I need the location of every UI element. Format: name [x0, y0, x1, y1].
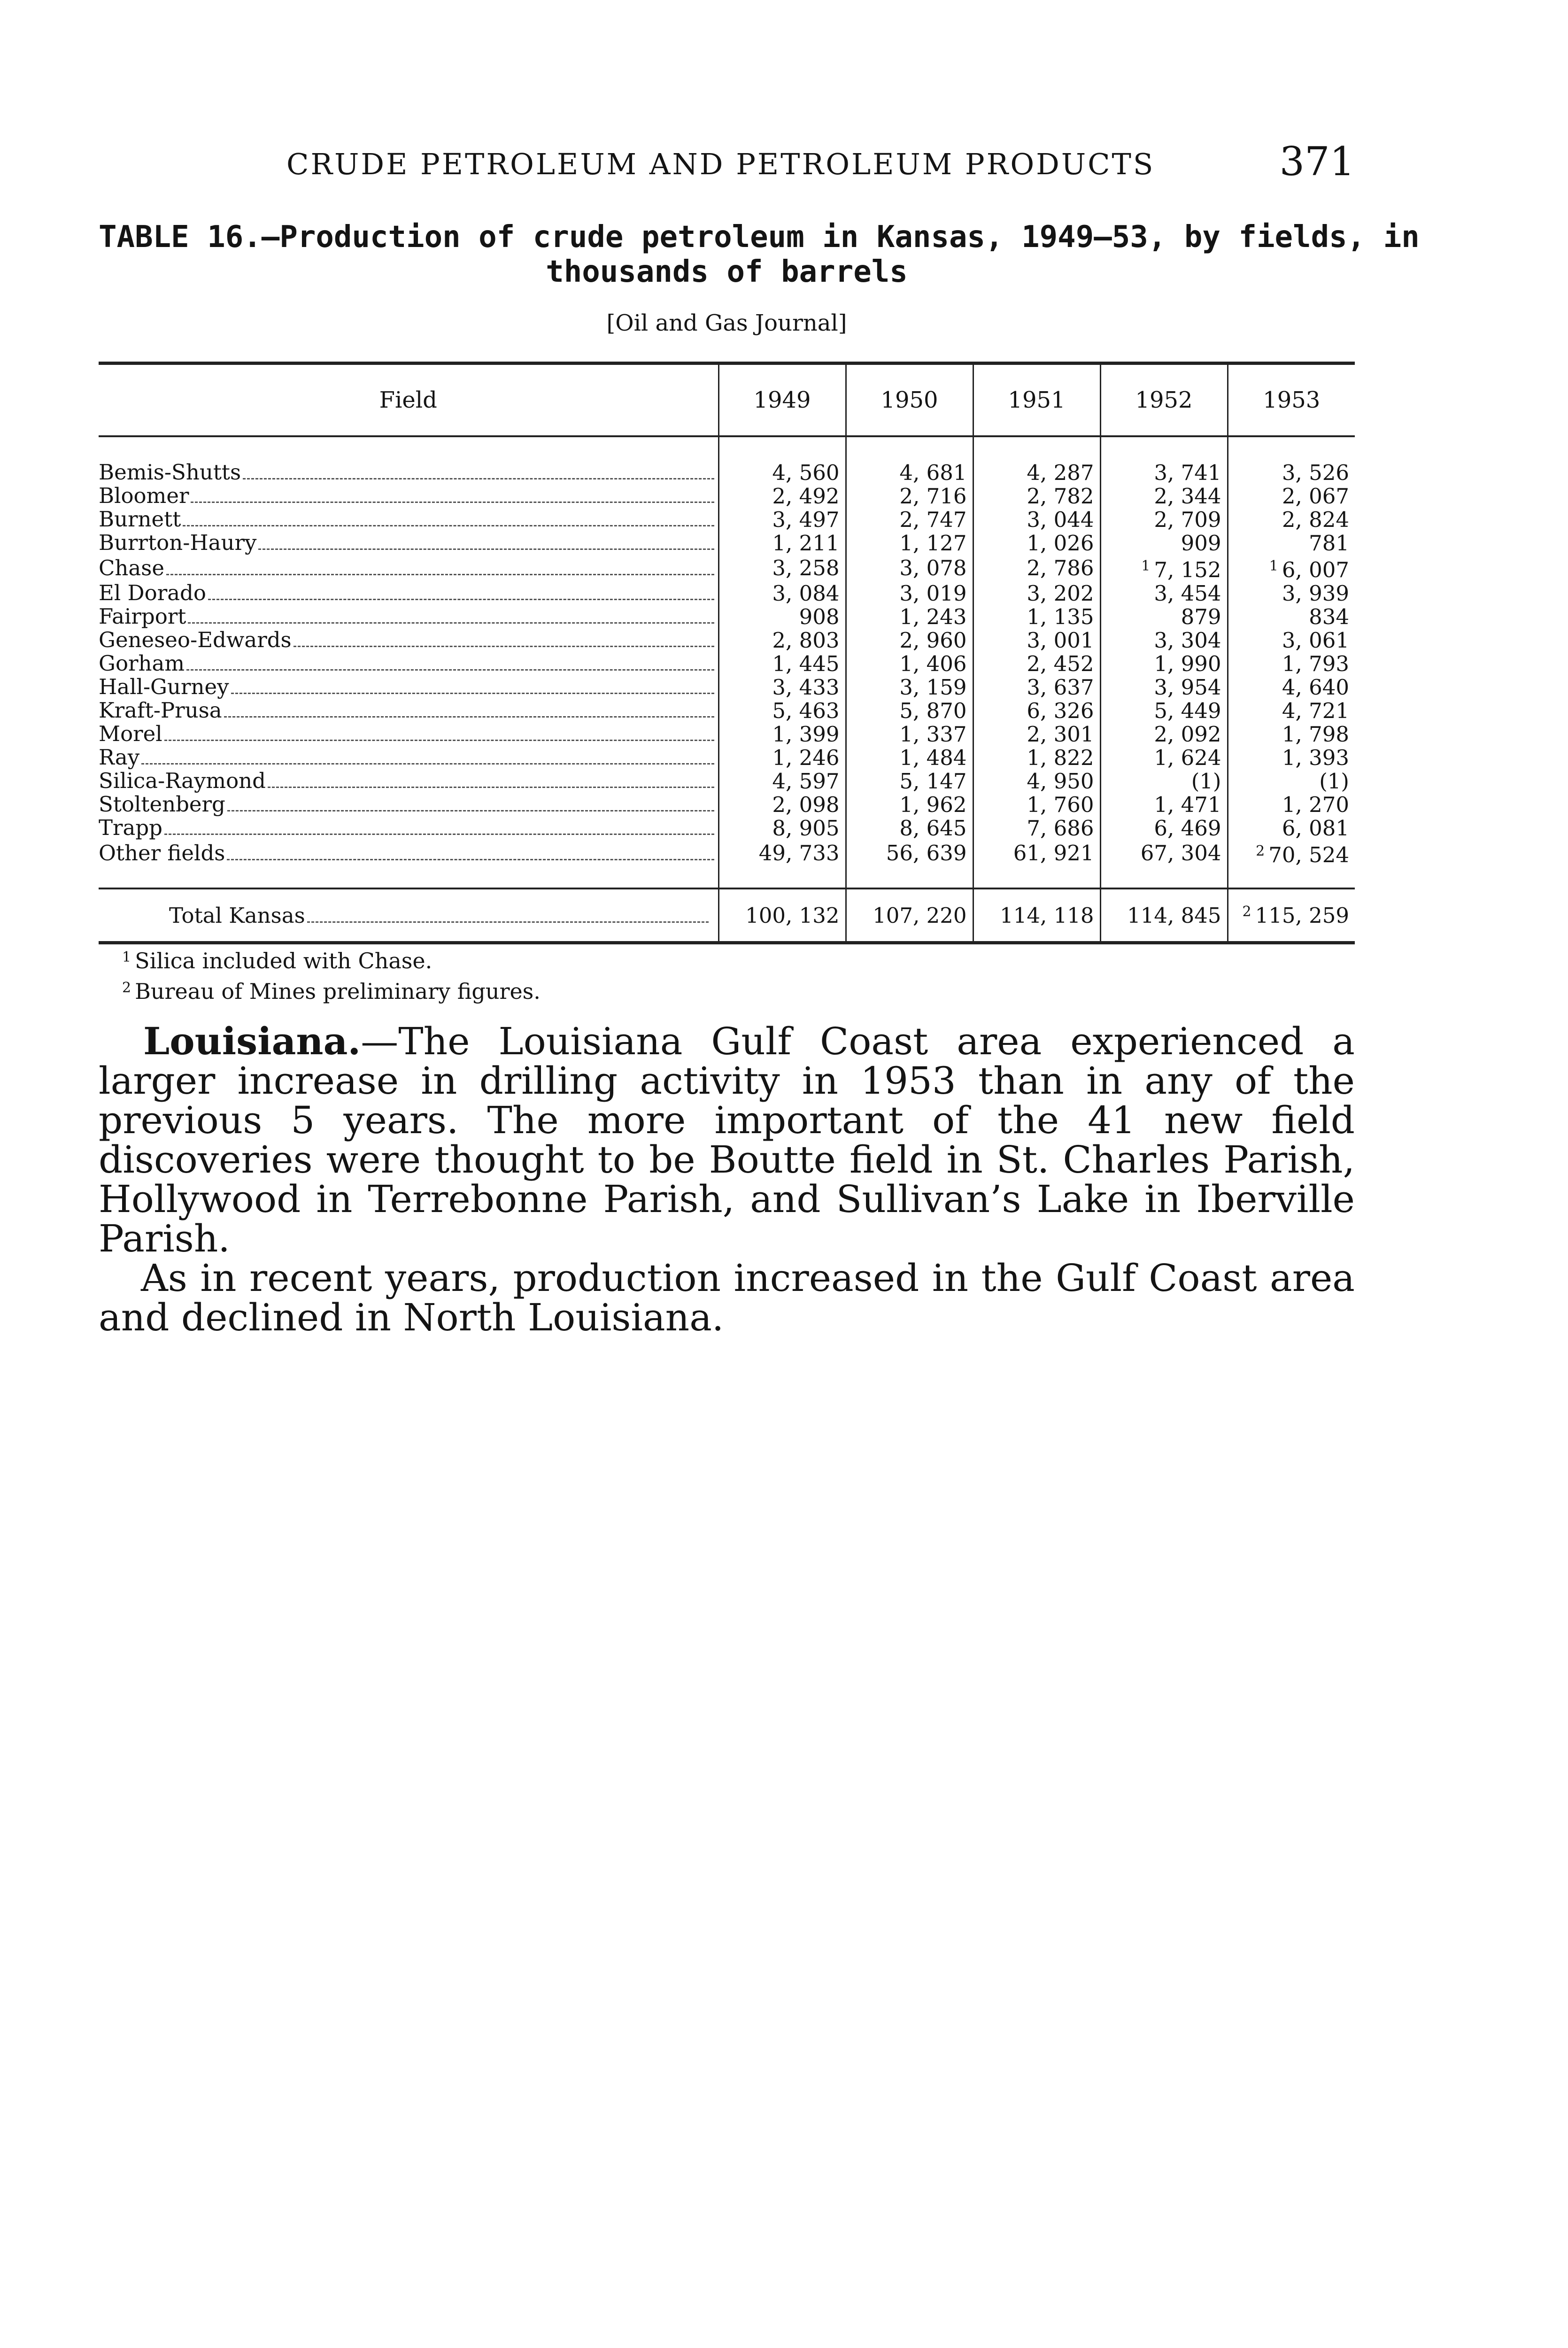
value-cell-1950 [846, 722, 973, 746]
value-1951: 2, 301 [1027, 721, 1094, 747]
table-caption [99, 220, 1420, 289]
leader-dots [268, 787, 714, 788]
table-source: [Oil and Gas Journal] [606, 310, 847, 336]
value-1952: 67, 304 [1140, 841, 1221, 865]
value-1949: 3, 497 [772, 507, 840, 532]
table-row [99, 816, 1355, 840]
value-cell-1951 [973, 793, 1100, 816]
header-field: Field [99, 363, 718, 437]
value-cell-1951 [973, 722, 1100, 746]
value-cell-1951 [973, 555, 1100, 581]
value-cell-1950 [846, 581, 973, 605]
value-cell-1951 [973, 484, 1100, 508]
value-1949: 1, 211 [772, 530, 840, 556]
field-name: Hall-Gurney [99, 675, 229, 699]
value-1950: 8, 645 [899, 815, 967, 841]
value-cell-1949 [718, 793, 846, 816]
value-cell-1950 [846, 675, 973, 699]
value-1949: 8, 905 [772, 815, 840, 841]
value-cell-1949 [718, 699, 846, 722]
value-cell-1949 [718, 769, 846, 793]
table-row [99, 508, 1355, 531]
value-1949: 2, 803 [772, 627, 840, 653]
value-1952: 1, 990 [1154, 651, 1221, 676]
value-cell-1949 [718, 652, 846, 675]
total-row [99, 888, 1355, 943]
leader-dots [294, 646, 714, 647]
value-cell-1950 [846, 531, 973, 555]
value-cell-1952 [1100, 793, 1228, 816]
running-title: CRUDE PETROLEUM AND PETROLEUM PRODUCTS [286, 147, 1155, 181]
table-row [99, 628, 1355, 652]
value-cell-1952 [1100, 722, 1228, 746]
value-1950: 4, 681 [899, 460, 967, 485]
value-1951: 4, 287 [1027, 460, 1094, 485]
value-cell-1952 [1100, 531, 1228, 555]
value-cell-1953 [1228, 722, 1355, 746]
value-1950: 2, 716 [899, 483, 967, 509]
field-name: Chase [99, 555, 164, 580]
value-cell-1949 [718, 508, 846, 531]
value-1949: 2, 492 [772, 483, 840, 509]
field-name: Geneseo-Edwards [99, 628, 292, 652]
footnote-2-text: Bureau of Mines preliminary figures. [135, 979, 541, 1004]
value-1952: 3, 454 [1154, 580, 1221, 606]
value-cell-1953 [1228, 605, 1355, 628]
leader-dots [166, 574, 714, 575]
header-1950: 1950 [846, 363, 973, 437]
footnote-mark: 1 [1141, 558, 1151, 574]
value-1951: 1, 822 [1027, 745, 1094, 770]
value-cell-1951 [973, 699, 1100, 722]
value-1951: 2, 452 [1027, 651, 1094, 676]
value-1949: 1, 445 [772, 651, 840, 676]
table-body [99, 436, 1355, 888]
table-caption-line-2: thousands of barrels [546, 255, 908, 289]
value-cell-1953 [1228, 699, 1355, 722]
value-cell-1949 [718, 628, 846, 652]
value-1949: 1, 246 [772, 745, 840, 770]
value-cell-1953 [1228, 840, 1355, 888]
table-caption-line-1: TABLE 16.—Production of crude petroleum in Kansas, 1949–53, by fields, in [99, 220, 1420, 255]
value-1949: 4, 560 [772, 460, 840, 485]
field-name: Kraft-Prusa [99, 699, 222, 722]
value-1950: 1, 484 [899, 745, 967, 770]
field-name: Ray [99, 746, 140, 769]
value-1953: 6, 081 [1282, 815, 1349, 841]
value-1950: 3, 019 [899, 580, 967, 606]
value-1953: 1, 393 [1282, 745, 1349, 770]
value-cell-1952 [1100, 508, 1228, 531]
value-1949: 4, 597 [772, 768, 840, 794]
value-cell-1953 [1228, 769, 1355, 793]
field-cell [99, 605, 718, 628]
value-cell-1950 [846, 628, 973, 652]
value-1953: 70, 524 [1268, 842, 1349, 867]
value-cell-1949 [718, 531, 846, 555]
value-cell-1951 [973, 508, 1100, 531]
value-cell-1952 [1100, 675, 1228, 699]
leader-dots [227, 810, 714, 811]
field-cell [99, 436, 718, 484]
value-cell-1953 [1228, 793, 1355, 816]
leader-dots [231, 693, 714, 694]
table-row [99, 722, 1355, 746]
value-cell-1951 [973, 652, 1100, 675]
table-row [99, 652, 1355, 675]
page-number: 371 [1279, 139, 1355, 185]
value-1951: 61, 921 [1013, 841, 1094, 865]
value-1953: (1) [1319, 768, 1349, 794]
table-row [99, 484, 1355, 508]
value-cell-1951 [973, 840, 1100, 888]
value-1952: (1) [1191, 768, 1221, 794]
table-row [99, 605, 1355, 628]
footnote-1 [122, 944, 541, 974]
value-1950: 5, 870 [899, 698, 967, 723]
total-field [99, 888, 718, 943]
value-1950: 1, 406 [899, 651, 967, 676]
header-1953: 1953 [1228, 363, 1355, 437]
value-1952: 2, 344 [1154, 483, 1221, 509]
value-1953: 1, 270 [1282, 792, 1349, 817]
value-1952: 3, 954 [1154, 674, 1221, 700]
table-row [99, 531, 1355, 555]
header-1952: 1952 [1100, 363, 1228, 437]
value-1949: 3, 258 [772, 556, 840, 580]
value-1951: 1, 760 [1027, 792, 1094, 817]
value-cell-1951 [973, 605, 1100, 628]
table-row [99, 555, 1355, 581]
value-1950: 56, 639 [886, 841, 967, 865]
header-1949: 1949 [718, 363, 846, 437]
value-cell-1953 [1228, 652, 1355, 675]
field-name: Bloomer [99, 484, 189, 508]
table-row [99, 746, 1355, 769]
paragraph-1-text: —The Louisiana Gulf Coast area experienced a larger increase in drilling activity in 1953 than in any of the previous 5 years. The more important of the 41 new field discoveries were thought to be Boutte field in St. Charles Parish, Hollywood in Terrebonne Parish, and Sullivan’s Lake in Iberville Parish. [99, 1020, 1355, 1260]
value-cell-1951 [973, 746, 1100, 769]
table-row [99, 769, 1355, 793]
value-cell-1951 [973, 816, 1100, 840]
footnote-mark: 2 [1242, 903, 1251, 920]
value-1950: 3, 078 [899, 556, 967, 580]
value-1950: 1, 337 [899, 721, 967, 747]
table-row [99, 793, 1355, 816]
value-1951: 7, 686 [1027, 815, 1094, 841]
value-cell-1952 [1100, 816, 1228, 840]
field-cell [99, 581, 718, 605]
leader-dots [224, 716, 714, 718]
total-1949: 100, 132 [718, 888, 846, 943]
value-1952: 1, 624 [1154, 745, 1221, 770]
value-cell-1952 [1100, 436, 1228, 484]
value-cell-1952 [1100, 840, 1228, 888]
footnotes [122, 944, 541, 1005]
field-cell [99, 816, 718, 840]
leader-dots [307, 921, 709, 923]
value-cell-1952 [1100, 605, 1228, 628]
body-text [99, 1021, 1355, 1337]
value-1950: 2, 960 [899, 627, 967, 653]
total-1951: 114, 118 [973, 888, 1100, 943]
value-cell-1951 [973, 436, 1100, 484]
value-1953: 2, 824 [1282, 507, 1349, 532]
footnote-2-mark: 2 [122, 980, 131, 996]
value-1952: 879 [1181, 604, 1221, 629]
value-cell-1952 [1100, 484, 1228, 508]
value-cell-1952 [1100, 628, 1228, 652]
value-1951: 3, 044 [1027, 507, 1094, 532]
value-cell-1950 [846, 816, 973, 840]
field-cell [99, 840, 718, 888]
leader-dots [208, 599, 714, 600]
value-1952: 5, 449 [1154, 698, 1221, 723]
leader-dots [164, 740, 714, 741]
header-1951: 1951 [973, 363, 1100, 437]
value-1949: 1, 399 [772, 721, 840, 747]
value-cell-1949 [718, 840, 846, 888]
leader-dots [186, 669, 714, 671]
value-cell-1952 [1100, 746, 1228, 769]
leader-dots [188, 622, 714, 624]
value-cell-1952 [1100, 699, 1228, 722]
value-1953: 834 [1309, 604, 1349, 629]
value-1951: 3, 001 [1027, 627, 1094, 653]
field-name: Bemis-Shutts [99, 460, 241, 484]
field-cell [99, 769, 718, 793]
value-1953: 6, 007 [1282, 557, 1349, 582]
value-cell-1951 [973, 628, 1100, 652]
value-cell-1953 [1228, 531, 1355, 555]
value-1950: 2, 747 [899, 507, 967, 532]
total-1953-value: 115, 259 [1255, 903, 1349, 928]
field-name: Gorham [99, 652, 185, 675]
value-cell-1949 [718, 816, 846, 840]
field-cell [99, 555, 718, 581]
field-name: Fairport [99, 605, 186, 628]
value-1952: 6, 469 [1154, 815, 1221, 841]
total-label: Total Kansas [169, 903, 305, 928]
value-1953: 781 [1309, 530, 1349, 556]
value-1951: 6, 326 [1027, 698, 1094, 723]
leader-dots [243, 478, 714, 479]
value-1951: 2, 782 [1027, 483, 1094, 509]
value-1949: 908 [799, 604, 840, 629]
value-cell-1953 [1228, 746, 1355, 769]
value-1953: 4, 721 [1282, 698, 1349, 723]
value-1953: 4, 640 [1282, 674, 1349, 700]
field-cell [99, 675, 718, 699]
value-cell-1950 [846, 555, 973, 581]
value-cell-1952 [1100, 769, 1228, 793]
value-1949: 3, 084 [772, 580, 840, 606]
value-cell-1949 [718, 581, 846, 605]
value-cell-1950 [846, 793, 973, 816]
value-1950: 1, 962 [899, 792, 967, 817]
value-cell-1953 [1228, 508, 1355, 531]
value-1949: 5, 463 [772, 698, 840, 723]
value-cell-1951 [973, 675, 1100, 699]
value-cell-1953 [1228, 484, 1355, 508]
value-cell-1949 [718, 722, 846, 746]
value-cell-1949 [718, 555, 846, 581]
value-cell-1950 [846, 652, 973, 675]
leader-dots [141, 763, 714, 765]
value-cell-1949 [718, 605, 846, 628]
value-cell-1952 [1100, 555, 1228, 581]
value-cell-1953 [1228, 581, 1355, 605]
table-row [99, 675, 1355, 699]
value-1952: 7, 152 [1154, 557, 1221, 582]
value-cell-1953 [1228, 436, 1355, 484]
value-cell-1952 [1100, 581, 1228, 605]
value-1953: 3, 526 [1282, 460, 1349, 485]
value-cell-1950 [846, 840, 973, 888]
value-1949: 2, 098 [772, 792, 840, 817]
value-1952: 1, 471 [1154, 792, 1221, 817]
value-1951: 1, 026 [1027, 530, 1094, 556]
field-cell [99, 508, 718, 531]
value-cell-1950 [846, 769, 973, 793]
production-table [99, 362, 1355, 944]
paragraph-2: As in recent years, production increased in the Gulf Coast area and declined in North Louisiana. [99, 1256, 1355, 1339]
value-cell-1950 [846, 436, 973, 484]
field-name: El Dorado [99, 581, 206, 605]
table-row [99, 581, 1355, 605]
value-cell-1953 [1228, 816, 1355, 840]
value-cell-1950 [846, 484, 973, 508]
field-cell [99, 484, 718, 508]
value-1953: 2, 067 [1282, 483, 1349, 509]
value-1953: 3, 061 [1282, 627, 1349, 653]
footnote-mark: 1 [1269, 558, 1278, 574]
running-head [99, 139, 1355, 190]
field-cell [99, 722, 718, 746]
field-cell [99, 746, 718, 769]
field-cell [99, 628, 718, 652]
field-name: Burrton-Haury [99, 531, 257, 555]
field-cell [99, 652, 718, 675]
footnote-1-text: Silica included with Chase. [135, 948, 433, 973]
value-cell-1949 [718, 484, 846, 508]
value-cell-1952 [1100, 652, 1228, 675]
field-name: Other fields [99, 840, 225, 865]
field-name: Morel [99, 722, 162, 746]
footnote-2 [122, 974, 541, 1005]
value-1953: 3, 939 [1282, 580, 1349, 606]
value-1951: 2, 786 [1027, 556, 1094, 580]
value-cell-1951 [973, 531, 1100, 555]
value-cell-1953 [1228, 555, 1355, 581]
leader-dots [183, 525, 714, 526]
value-1951: 3, 202 [1027, 580, 1094, 606]
leader-dots [227, 859, 714, 860]
field-cell [99, 793, 718, 816]
value-1952: 3, 304 [1154, 627, 1221, 653]
field-name: Trapp [99, 816, 162, 840]
table-row [99, 436, 1355, 484]
value-cell-1951 [973, 769, 1100, 793]
total-1952: 114, 845 [1100, 888, 1228, 943]
value-1949: 3, 433 [772, 674, 840, 700]
total-1953 [1228, 888, 1355, 943]
table-header-row [99, 363, 1355, 437]
value-1953: 1, 798 [1282, 721, 1349, 747]
value-1951: 3, 637 [1027, 674, 1094, 700]
value-1950: 1, 127 [899, 530, 967, 556]
leader-dots [164, 834, 714, 835]
value-cell-1950 [846, 699, 973, 722]
section-run-in-heading: Louisiana. [143, 1019, 361, 1063]
field-name: Silica-Raymond [99, 769, 266, 793]
value-cell-1953 [1228, 628, 1355, 652]
value-cell-1950 [846, 508, 973, 531]
value-1951: 1, 135 [1027, 604, 1094, 629]
total-1950: 107, 220 [846, 888, 973, 943]
value-1950: 3, 159 [899, 674, 967, 700]
table-row [99, 840, 1355, 888]
value-cell-1951 [973, 581, 1100, 605]
field-cell [99, 531, 718, 555]
value-cell-1953 [1228, 675, 1355, 699]
value-1950: 1, 243 [899, 604, 967, 629]
leader-dots [258, 548, 714, 550]
paragraph-louisiana [99, 1021, 1355, 1259]
value-1949: 49, 733 [758, 841, 840, 865]
footnote-1-mark: 1 [122, 949, 131, 965]
footnote-mark: 2 [1256, 843, 1265, 859]
leader-dots [191, 502, 714, 503]
value-1950: 5, 147 [899, 768, 967, 794]
value-1952: 909 [1181, 530, 1221, 556]
value-cell-1949 [718, 675, 846, 699]
value-1951: 4, 950 [1027, 768, 1094, 794]
value-1952: 2, 092 [1154, 721, 1221, 747]
value-1952: 3, 741 [1154, 460, 1221, 485]
field-name: Burnett [99, 508, 181, 531]
table-row [99, 699, 1355, 722]
value-cell-1949 [718, 746, 846, 769]
value-1953: 1, 793 [1282, 651, 1349, 676]
value-1952: 2, 709 [1154, 507, 1221, 532]
field-name: Stoltenberg [99, 793, 225, 816]
field-cell [99, 699, 718, 722]
value-cell-1950 [846, 605, 973, 628]
value-cell-1949 [718, 436, 846, 484]
value-cell-1950 [846, 746, 973, 769]
